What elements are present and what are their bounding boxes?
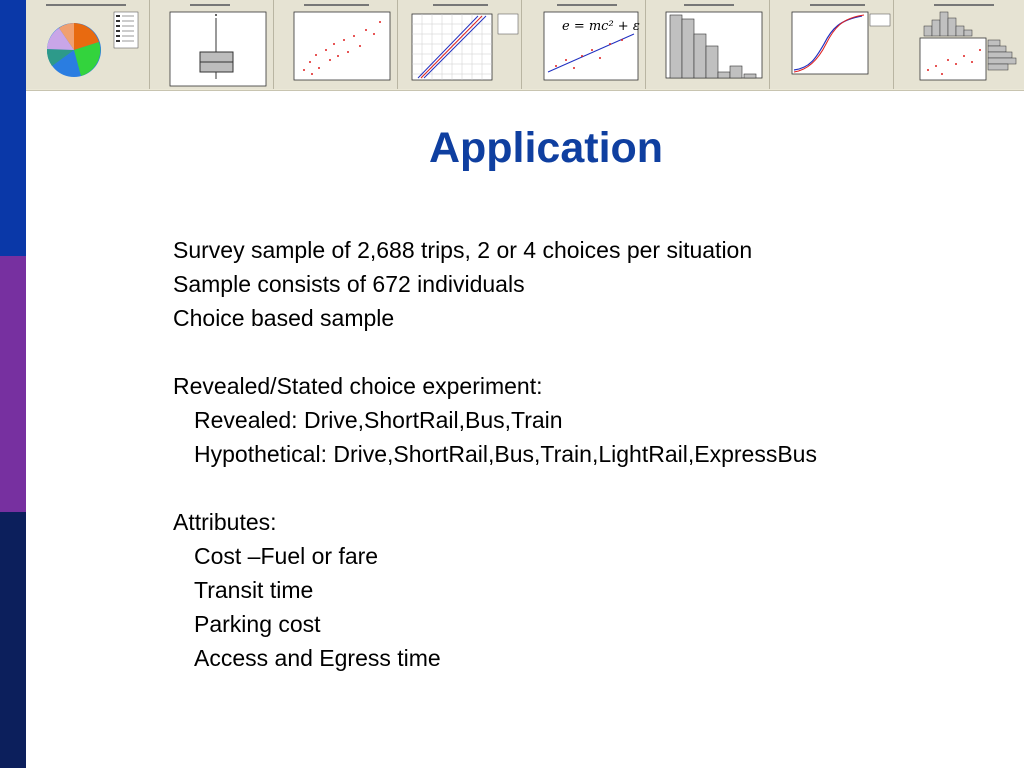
cdf-plot-icon <box>770 0 894 89</box>
bullet-line: Attributes: <box>173 509 277 535</box>
sub-bullet-line: Parking cost <box>194 611 321 637</box>
sidebar-purple-segment <box>0 256 26 512</box>
sub-bullet-line: Revealed: Drive,ShortRail,Bus,Train <box>194 407 563 433</box>
blank-line <box>173 471 993 505</box>
sidebar-navy-segment <box>0 512 26 768</box>
scatterplot-thumbnail <box>274 0 398 89</box>
slide-title: Application <box>428 124 664 172</box>
histogram-icon <box>646 0 770 89</box>
probability-plot-icon <box>398 0 522 89</box>
blank-line <box>173 335 993 369</box>
probability-plot-thumbnail <box>398 0 522 89</box>
scatterplot-icon <box>274 0 398 89</box>
statistics-thumbnail-banner <box>26 0 1024 91</box>
bullet-line: Choice based sample <box>173 305 395 331</box>
marginal-plot-thumbnail <box>894 0 1024 89</box>
marginal-plot-icon <box>894 0 1024 89</box>
formula-scatter-icon <box>522 0 646 89</box>
cdf-plot-thumbnail <box>770 0 894 89</box>
pie-chart-thumbnail <box>26 0 150 89</box>
sub-bullet-line: Cost –Fuel or fare <box>194 543 379 569</box>
banner-formula-text: e = mc² + ε <box>562 19 640 34</box>
boxplot-thumbnail <box>150 0 274 89</box>
bullet-line: Sample consists of 672 individuals <box>173 271 525 297</box>
histogram-thumbnail <box>646 0 770 89</box>
boxplot-icon <box>150 0 274 89</box>
bullet-line: Survey sample of 2,688 trips, 2 or 4 choices per situation <box>173 237 753 263</box>
pie-chart-icon <box>26 0 150 89</box>
sub-bullet-line: Hypothetical: Drive,ShortRail,Bus,Train,LightRail,ExpressBus <box>194 441 817 467</box>
bullet-line: Revealed/Stated choice experiment: <box>173 373 543 399</box>
formula-scatterplot-thumbnail <box>522 0 646 89</box>
sub-bullet-line: Transit time <box>194 577 314 603</box>
slide-body <box>173 233 993 675</box>
left-color-bar <box>0 0 26 768</box>
sub-bullet-line: Access and Egress time <box>194 645 441 671</box>
